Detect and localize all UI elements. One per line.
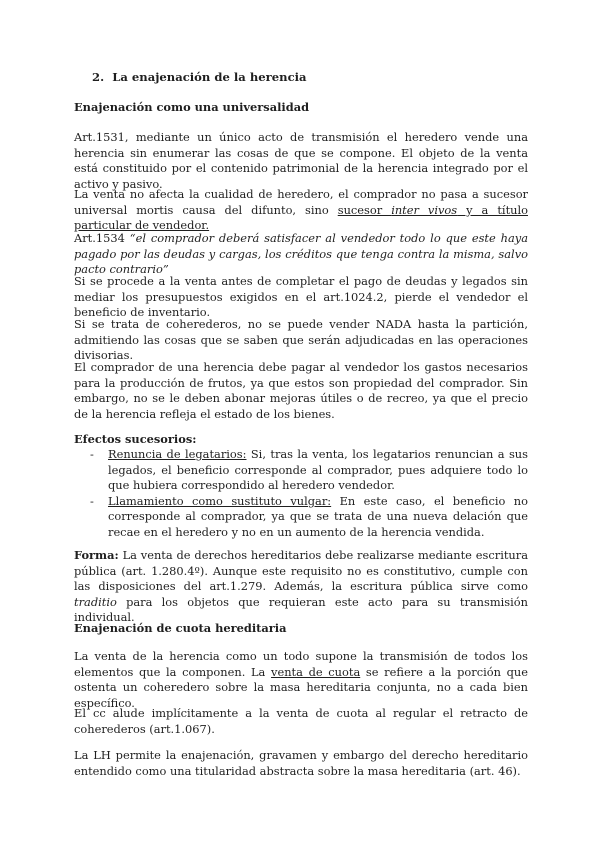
effect-term: Llamamiento como sustituto vulgar: — [108, 493, 332, 508]
section-title — [92, 70, 546, 86]
p2-u2: y a título particular de vendedor. — [74, 202, 528, 233]
effect-term: Renuncia de legatarios: — [108, 447, 247, 461]
paragraph-art1534 — [74, 231, 528, 278]
effects-list — [74, 447, 528, 541]
paragraph-forma — [74, 548, 528, 626]
section-number: 2. — [92, 70, 105, 84]
paragraph-venta-cuota — [74, 649, 528, 711]
list-item — [74, 494, 528, 541]
p8-text-a: La venta de la herencia como un todo supone la transmisión de todos los elementos que la componen. La — [74, 649, 528, 679]
p7-italic: traditio — [74, 594, 117, 609]
p3-quote: “el comprador deberá satisfacer al vendedor todo lo que este haya pagado por las deudas y cargas, los créditos que tenga contra la misma, salvo pacto contrario” — [74, 231, 528, 277]
paragraph-beneficio-inventario: Si se procede a la venta antes de completar el pago de deudas y legados sin mediar los presupuestos exigidos en el art.1024.2, pierde el vendedor el beneficio de inventario. — [74, 274, 528, 320]
p7-text-a: La venta de derechos hereditarios debe realizarse mediante escritura pública (art. 1.280.4º). Aunque este requisito no es constitutivo, cumple con las disposiciones del art.1.279. Además, la escritura pública sirve como — [74, 548, 528, 594]
p8-underlined: venta de cuota — [271, 664, 361, 679]
p8-text-b: se refiere a la porción que ostenta un coheredero sobre la masa hereditaria conjunta, no a cada bien específico. — [74, 664, 528, 710]
heading-universalidad: Enajenación como una universalidad — [74, 100, 310, 114]
heading-efectos-sucesorios: Efectos sucesorios: — [74, 432, 197, 446]
paragraph-gastos-comprador: El comprador de una herencia debe pagar al vendedor los gastos necesarios para la producción de frutos, ya que estos son propiedad del comprador. Sin embargo, no se le deben abonar mejoras útiles o de recreo, ya que el precio de la herencia refleja el estado de los bienes. — [74, 360, 528, 421]
effect-text: Si, tras la venta, los legatarios renuncian a sus legados, el beneficio corresponde al comprador, pues adquiere todo lo que hubiera correspondido al heredero vendedor. — [108, 447, 528, 493]
p2-text: La venta no afecta la cualidad de heredero, el comprador no pasa a sucesor universal mortis causa del difunto, sino — [74, 187, 528, 217]
p7-label: Forma: — [74, 548, 119, 562]
paragraph-coherederos: Si se trata de coherederos, no se puede vender NADA hasta la partición, admitiendo las cosas que se saben que serán adjudicadas en las operaciones divisorias. — [74, 317, 528, 363]
section-title-text: La enajenación de la herencia — [112, 70, 307, 84]
effect-text: En este caso, el beneficio no corresponde al comprador, ya que se trata de una nueva delación que recae en el heredero y no en un aumento de la herencia vendida. — [108, 493, 528, 539]
list-dash: - — [90, 447, 94, 461]
paragraph-lh: La LH permite la enajenación, gravamen y embargo del derecho hereditario entendido como una titularidad abstracta sobre la masa hereditaria (art. 46). — [74, 748, 528, 778]
paragraph-retracto: El cc alude implícitamente a la venta de cuota al regular el retracto de coherederos (art.1.067). — [74, 706, 528, 736]
p2-u1: sucesor — [337, 202, 392, 217]
p3-text: Art.1534 — [74, 231, 130, 245]
heading-cuota-hereditaria: Enajenación de cuota hereditaria — [74, 621, 287, 635]
list-item — [74, 447, 528, 494]
paragraph-art1531: Art.1531, mediante un único acto de transmisión el heredero vende una herencia sin enumerar las cosas de que se compone. El objeto de la venta está constituido por el contenido patrimonial de la herencia integrado por el activo y pasivo. — [74, 130, 528, 191]
paragraph-cualidad-heredero — [74, 187, 528, 234]
p7-text-c: para los objetos que requieran este acto para su transmisión individual. — [74, 594, 528, 625]
list-dash: - — [90, 493, 94, 508]
p2-italic: inter vivos — [391, 202, 458, 217]
